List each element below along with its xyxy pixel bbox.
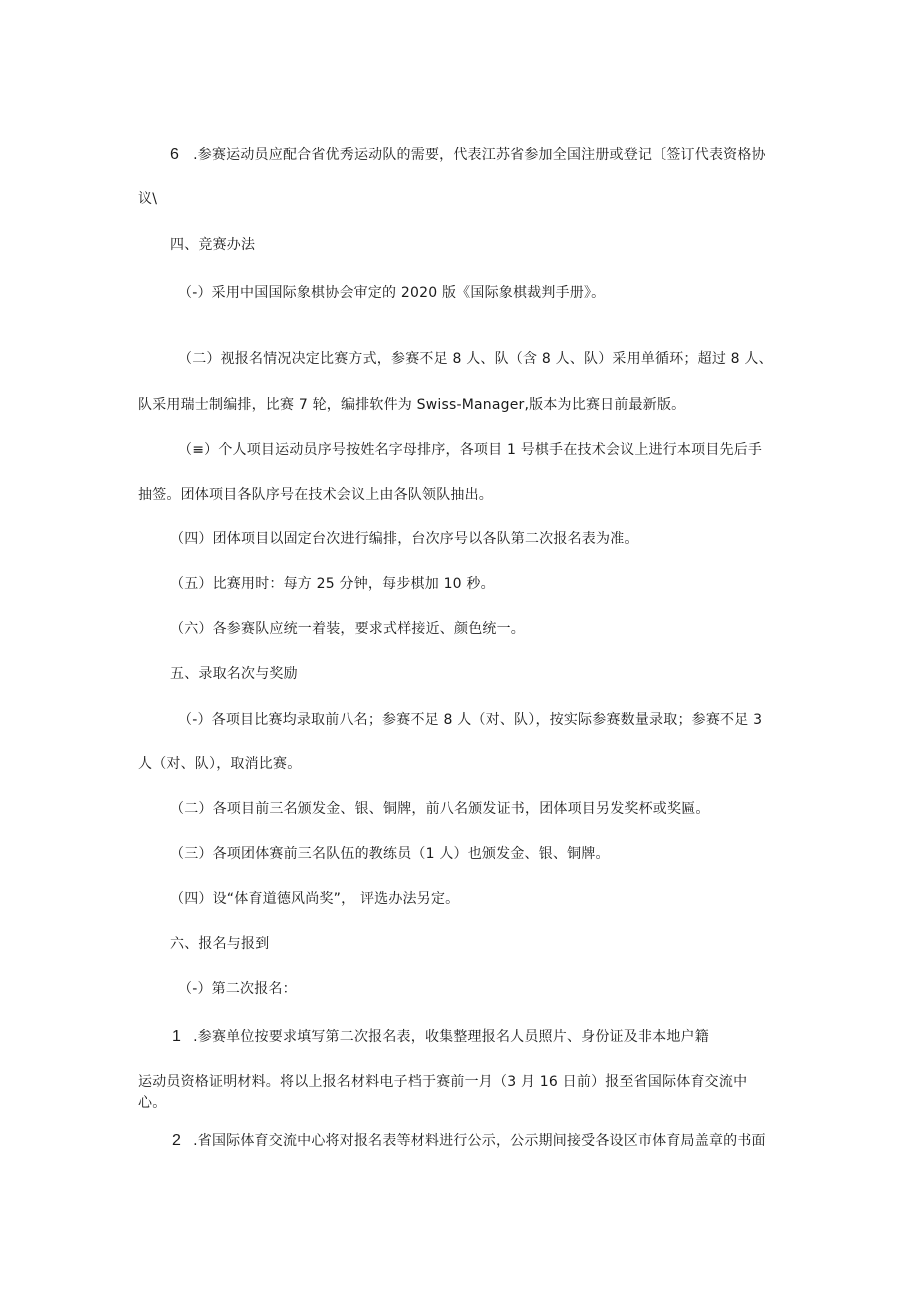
paragraph-4-6: （六）各参赛队应统一着装，要求式样接近、颜色统一。 [170, 621, 525, 637]
paragraph-6-1-item-1-continuation: 运动员资格证明材料。将以上报名材料电子档于赛前一月（3 月 16 日前）报至省国际体育交流中 [138, 1074, 748, 1090]
paragraph-5-4: （四）设“体育道德风尚奖”， 评选办法另定。 [170, 891, 460, 907]
paragraph-4-3-continuation: 抽签。团体项目各队序号在技术会议上由各队领队抽出。 [138, 487, 493, 503]
item-number: 1 [172, 1028, 182, 1045]
paragraph-4-3: （≡）个人项目运动员序号按姓名字母排序，各项目 1 号棋手在技术会议上进行本项目先后手 [178, 442, 763, 458]
item-number: 2 [172, 1132, 182, 1149]
paragraph-6-1-item-1-continuation-2: 心。 [138, 1095, 167, 1111]
section-heading-awards: 五、录取名次与奖励 [170, 666, 298, 682]
paragraph-4-5: （五）比赛用时：每方 25 分钟，每步棋加 10 秒。 [170, 576, 495, 592]
section-heading-competition: 四、竞赛办法 [170, 237, 256, 253]
paragraph-4-2-continuation: 队采用瑞士制编排，比赛 7 轮，编排软件为 Swiss-Manager,版本为比赛日前最新版。 [138, 397, 686, 413]
paragraph-4-4: （四）团体项目以固定台次进行编排，台次序号以各队第二次报名表为准。 [170, 531, 639, 547]
paragraph-text: .省国际体育交流中心将对报名表等材料进行公示，公示期间接受各设区市体育局盖章的书面 [193, 1133, 766, 1149]
paragraph-6 [170, 146, 766, 164]
section-heading-registration: 六、报名与报到 [170, 936, 270, 952]
paragraph-6-continuation: 议\ [138, 191, 158, 207]
paragraph-5-3: （三）各项团体赛前三名队伍的教练员（1 人）也颁发金、银、铜牌。 [170, 846, 610, 862]
paragraph-5-1-continuation: 人（对、队），取消比赛。 [138, 756, 302, 772]
paragraph-text: .参赛运动员应配合省优秀运动队的需要，代表江苏省参加全国注册或登记〔签订代表资格协 [193, 147, 766, 163]
paragraph-text: .参赛单位按要求填写第二次报名表，收集整理报名人员照片、身份证及非本地户籍 [193, 1029, 709, 1045]
paragraph-6-1-item-1 [172, 1028, 709, 1046]
item-number: 6 [170, 146, 180, 163]
paragraph-6-1-item-2 [172, 1132, 766, 1150]
paragraph-5-1: （-）各项目比赛均录取前八名；参赛不足 8 人（对、队），按实际参赛数量录取；参赛不足 3 [178, 712, 763, 728]
paragraph-4-2: （二）视报名情况决定比赛方式，参赛不足 8 人、队（含 8 人、队）采用单循环；超过 8 人、 [178, 351, 773, 367]
paragraph-4-1: （-）采用中国国际象棋协会审定的 2020 版《国际象棋裁判手册》。 [178, 285, 606, 301]
paragraph-5-2: （二）各项目前三名颁发金、银、铜牌，前八名颁发证书，团体项目另发奖杯或奖匾。 [170, 801, 710, 817]
paragraph-6-1: （-）第二次报名： [178, 981, 297, 997]
